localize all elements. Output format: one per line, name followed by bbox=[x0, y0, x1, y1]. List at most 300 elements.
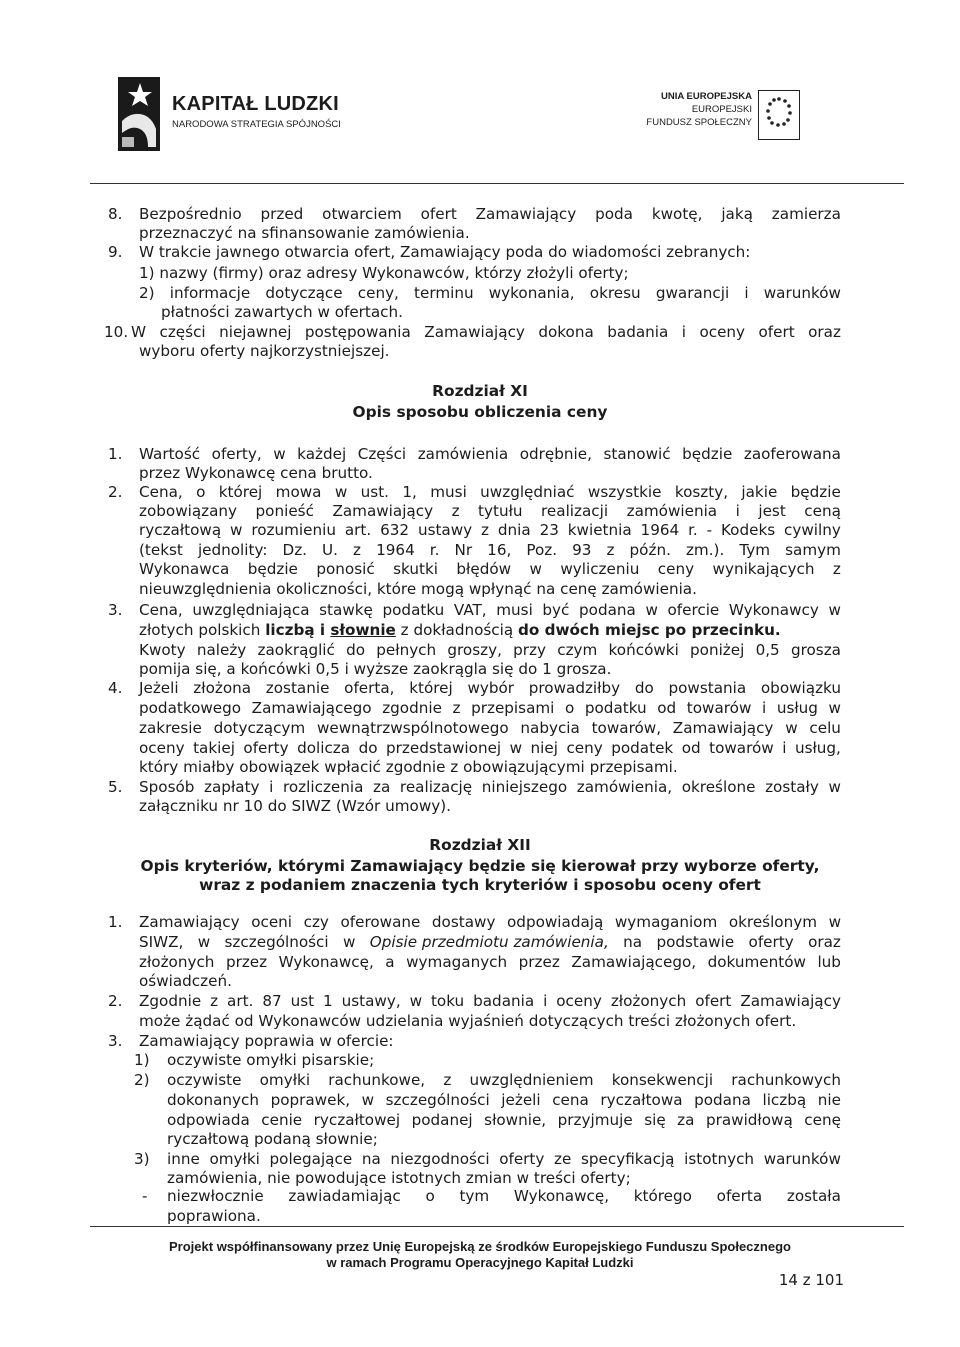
word: Kodeks bbox=[720, 521, 776, 539]
item-9-sub-2-line-2: płatności zawartych w ofertach. bbox=[161, 303, 403, 321]
word: z bbox=[452, 699, 461, 717]
word: cenie bbox=[261, 1111, 303, 1129]
word: samym bbox=[785, 541, 841, 559]
word: za bbox=[373, 778, 391, 796]
word: kwotę, bbox=[651, 205, 703, 223]
word: r. bbox=[429, 541, 440, 559]
word: nabycia bbox=[520, 719, 580, 737]
word: ust bbox=[290, 992, 315, 1010]
ch11-p3-text-a: złotych polskich bbox=[139, 621, 266, 639]
word: tytułu bbox=[478, 502, 523, 520]
word: odpowiadają bbox=[507, 913, 604, 931]
ch11-p3-text-b: liczbą i bbox=[265, 621, 331, 639]
word: od bbox=[681, 739, 701, 757]
word: dnia bbox=[497, 521, 531, 539]
word: przez bbox=[225, 953, 268, 971]
word: warunków bbox=[763, 284, 841, 302]
item-9-line-1: W trakcie jawnego otwarcia ofert, Zamawiający poda do wiadomości zebranych: bbox=[139, 243, 751, 261]
word: czy bbox=[303, 913, 329, 931]
word: oraz bbox=[808, 323, 841, 341]
word: w bbox=[529, 560, 542, 578]
ch12-p1-w4: w bbox=[342, 933, 356, 951]
word: mowa bbox=[275, 483, 322, 501]
word: ceny bbox=[657, 560, 695, 578]
footer-divider bbox=[90, 1226, 904, 1227]
word: postępowania bbox=[304, 323, 411, 341]
ch12-p1-w1: SIWZ, bbox=[139, 933, 184, 951]
word: zamówienia, bbox=[576, 778, 673, 796]
word: jaką bbox=[721, 205, 753, 223]
word: 23 bbox=[539, 521, 559, 539]
word: jest bbox=[758, 502, 786, 520]
word: Dz. bbox=[282, 541, 307, 559]
ch12-s2-line-3 bbox=[167, 1111, 841, 1130]
word: zostały bbox=[765, 778, 819, 796]
ch12-s3-line-1 bbox=[167, 1150, 841, 1169]
ch12-s2-line-1 bbox=[167, 1071, 841, 1090]
word: z bbox=[353, 541, 362, 559]
ch12-dash-line-2: poprawiona. bbox=[167, 1207, 261, 1225]
word: pełnych bbox=[376, 641, 437, 659]
word: ryczałtowa bbox=[600, 1091, 683, 1109]
word: prowadziłby bbox=[528, 679, 621, 697]
word: zostanie bbox=[265, 679, 330, 697]
item-number: 3. bbox=[108, 601, 123, 619]
word: o bbox=[196, 483, 206, 501]
word: toku bbox=[430, 992, 465, 1010]
item-number: 9. bbox=[108, 243, 123, 261]
item-10-line-2: wyboru oferty najkorzystniejszej. bbox=[139, 342, 390, 360]
word: wyliczeniu bbox=[560, 560, 640, 578]
word: towarów, bbox=[591, 719, 662, 737]
word: oferty, bbox=[211, 445, 262, 463]
kapital-ludzki-subtitle: NARODOWA STRATEGIA SPÓJNOŚCI bbox=[172, 119, 341, 130]
word: ofert bbox=[695, 992, 732, 1010]
word: cena bbox=[552, 1091, 589, 1109]
eu-line-1: UNIA EUROPEJSKA bbox=[661, 91, 752, 102]
word: ofercie bbox=[667, 601, 720, 619]
ch11-p3-line-2 bbox=[139, 621, 781, 640]
word: do bbox=[358, 739, 378, 757]
word: oceny bbox=[556, 992, 602, 1010]
word: późn. bbox=[629, 541, 671, 559]
word: poprawek, bbox=[270, 1091, 351, 1109]
word: podana bbox=[694, 1091, 751, 1109]
word: złożona bbox=[193, 679, 252, 697]
ch12-p1-italic: Opisie przedmiotu zamówienia, bbox=[369, 933, 609, 951]
word: ustawy, bbox=[341, 992, 401, 1010]
word: ponieść bbox=[255, 502, 314, 520]
word: której bbox=[218, 483, 263, 501]
word: przed bbox=[260, 205, 304, 223]
word: stawkę bbox=[319, 601, 373, 619]
word: niezwłocznie bbox=[167, 1187, 264, 1205]
word: a bbox=[385, 953, 395, 971]
word: celu bbox=[809, 719, 841, 737]
word: towarów bbox=[709, 739, 774, 757]
word: badania bbox=[607, 323, 669, 341]
word: błędów bbox=[456, 560, 512, 578]
word: podanej bbox=[411, 1111, 473, 1129]
word: niej bbox=[530, 739, 558, 757]
dash-bullet: - bbox=[142, 1187, 148, 1205]
ch11-p4-line-3 bbox=[139, 719, 841, 738]
word: do bbox=[634, 679, 654, 697]
kapital-ludzki-emblem-icon bbox=[118, 77, 160, 151]
word: od bbox=[657, 699, 677, 717]
word: zapłaty bbox=[204, 778, 260, 796]
word: ust. bbox=[360, 483, 389, 501]
word: złożonych bbox=[610, 992, 687, 1010]
word: 0,5 bbox=[755, 641, 780, 659]
ch12-p1-w8: oraz bbox=[808, 933, 841, 951]
word: oferty bbox=[499, 1150, 545, 1168]
ch11-p2-line-4 bbox=[139, 541, 841, 560]
ch12-p1-w5: na bbox=[623, 933, 643, 951]
word: i bbox=[744, 284, 749, 302]
word: omyłki bbox=[259, 1071, 311, 1089]
ch11-p1-line-1 bbox=[139, 445, 841, 464]
word: informacje bbox=[169, 284, 251, 302]
word: oceni bbox=[251, 913, 293, 931]
word: być bbox=[542, 601, 570, 619]
chapter-11-title: Opis sposobu obliczenia ceny bbox=[352, 403, 608, 421]
word: złożonych bbox=[139, 953, 215, 971]
item-number: 8. bbox=[108, 205, 123, 223]
word: towarów bbox=[686, 699, 752, 717]
word: zobowiązany bbox=[139, 502, 238, 520]
word: wymaganiom bbox=[614, 913, 718, 931]
chapter-12-title-line-1: Opis kryteriów, którymi Zamawiający będzie się kierował przy wyborze oferty, bbox=[140, 857, 820, 875]
word: konsekwencji bbox=[611, 1071, 714, 1089]
word: 87 bbox=[262, 992, 282, 1010]
word: Zamawiający bbox=[139, 913, 240, 931]
word: rachunkowych bbox=[731, 1071, 841, 1089]
word: W bbox=[131, 323, 147, 341]
eu-flag-icon bbox=[758, 90, 800, 140]
footer-line-2: w ramach Programu Operacyjnego Kapitał Ludzki bbox=[326, 1255, 634, 1270]
word: zaoferowana bbox=[743, 445, 841, 463]
word: dokonanych bbox=[167, 1091, 259, 1109]
word: Wykonawca bbox=[139, 560, 230, 578]
word: przyjmuje bbox=[557, 1111, 633, 1129]
ch11-p2-line-6: nieuwzględnienia okoliczności, które mogą wpłynąć na cenę zamówienia. bbox=[139, 580, 697, 598]
ch11-p3-line-4: pomija się, a końcówki 0,5 i wyższe zaokrągla się do 1 grosza. bbox=[139, 660, 612, 678]
page-number: 14 z 101 bbox=[778, 1271, 844, 1289]
ch12-s3-line-2: zamówienia, nie powodujące istotnych zmian w treści oferty; bbox=[167, 1169, 631, 1187]
word: Zamawiającego, bbox=[571, 953, 697, 971]
word: zakresie bbox=[139, 719, 202, 737]
word: koszty, bbox=[674, 483, 729, 501]
word: końcówki bbox=[608, 641, 679, 659]
word: ze bbox=[554, 1150, 572, 1168]
word: Zamawiający bbox=[475, 205, 577, 223]
word: przy bbox=[513, 641, 546, 659]
ch11-p2-line-1 bbox=[139, 483, 841, 502]
word: w bbox=[334, 483, 348, 501]
item-number: 2. bbox=[108, 483, 123, 501]
word: groszy, bbox=[447, 641, 502, 659]
word: zamówienia bbox=[417, 445, 509, 463]
item-number: 2. bbox=[108, 992, 123, 1010]
word: realizacji bbox=[541, 502, 609, 520]
word: i bbox=[735, 502, 740, 520]
ch11-p3-text-e: do dwóch miejsc po przecinku. bbox=[518, 621, 781, 639]
word: oceny bbox=[139, 739, 185, 757]
footer-line-1: Projekt współfinansowany przez Unię Europejską ze środków Europejskiego Funduszu Społecznego bbox=[169, 1239, 791, 1254]
word: oferta, bbox=[344, 679, 395, 697]
word: art. bbox=[227, 992, 254, 1010]
word: jakie bbox=[741, 483, 778, 501]
word: musi bbox=[496, 601, 533, 619]
word: Kwoty bbox=[139, 641, 186, 659]
word: Zamawiający bbox=[740, 992, 841, 1010]
ch11-p4-line-4 bbox=[139, 739, 841, 758]
word: VAT, bbox=[453, 601, 487, 619]
word: - bbox=[706, 521, 713, 539]
word: określonym bbox=[728, 913, 818, 931]
word: musi bbox=[430, 483, 467, 501]
item-8-line-1 bbox=[139, 205, 841, 224]
word: o bbox=[425, 1187, 435, 1205]
chapter-11-heading: Rozdział XI bbox=[432, 382, 528, 400]
word: Wykonawcy bbox=[728, 601, 819, 619]
word: i bbox=[681, 323, 686, 341]
word: Jeżeli bbox=[139, 679, 179, 697]
header-divider bbox=[90, 183, 904, 184]
word: gwarancji bbox=[655, 284, 730, 302]
word: usług, bbox=[794, 739, 841, 757]
ch12-p3-line-1: Zamawiający poprawia w ofercie: bbox=[139, 1032, 394, 1050]
word: w bbox=[828, 601, 841, 619]
word: dokona bbox=[538, 323, 594, 341]
word: podatkowego bbox=[139, 699, 242, 717]
word: Zamawiający bbox=[332, 502, 434, 520]
word: którego bbox=[633, 1187, 692, 1205]
chapter-12-title-line-2: wraz z podaniem znaczenia tych kryteriów i sposobu oceny ofert bbox=[199, 876, 761, 894]
word: specyfikacją bbox=[580, 1150, 675, 1168]
word: Poz. bbox=[526, 541, 558, 559]
word: niejawnej bbox=[219, 323, 292, 341]
word: terminu bbox=[414, 284, 474, 302]
word: 1 bbox=[323, 992, 333, 1010]
word: podatek bbox=[611, 739, 674, 757]
word: i bbox=[269, 778, 274, 796]
word: ceny bbox=[566, 739, 603, 757]
ch12-p2-line-2: może żądać od Wykonawców udzielania wyjaśnień dotyczących treści złożonych ofert. bbox=[139, 1012, 797, 1030]
word: części bbox=[159, 323, 206, 341]
word: ceny, bbox=[357, 284, 399, 302]
word: Nr bbox=[454, 541, 473, 559]
item-number: 10. bbox=[104, 323, 129, 341]
word: rozliczenia bbox=[282, 778, 364, 796]
item-number: 5. bbox=[108, 778, 123, 796]
ch11-p2-line-5 bbox=[139, 560, 841, 579]
word: podatku bbox=[584, 699, 647, 717]
word: Tym bbox=[739, 541, 771, 559]
word: Wartość bbox=[139, 445, 201, 463]
ch12-p1-w2: w bbox=[197, 933, 211, 951]
word: grosza bbox=[790, 641, 841, 659]
ch11-p4-line-5: który miałby obowiązek wpłacić zgodnie z obowiązującymi przepisami. bbox=[139, 758, 678, 776]
word: 632 bbox=[380, 521, 410, 539]
word: kwietnia bbox=[567, 521, 632, 539]
word: otwarciem bbox=[322, 205, 402, 223]
word: zawiadamiając bbox=[288, 1187, 401, 1205]
word: została bbox=[786, 1187, 841, 1205]
item-number: 4. bbox=[108, 679, 123, 697]
word: której bbox=[409, 679, 453, 697]
word: podana bbox=[579, 601, 636, 619]
word: 16, bbox=[487, 541, 512, 559]
word: tym bbox=[459, 1187, 490, 1205]
word: zamówienia bbox=[626, 502, 718, 520]
ch12-s2-line-2 bbox=[167, 1091, 841, 1110]
ch11-p3-text-c: słownie bbox=[330, 621, 396, 639]
word: cenę bbox=[804, 1111, 841, 1129]
word: oceny bbox=[699, 323, 746, 341]
word: dokumentów bbox=[707, 953, 806, 971]
word: wykonania, bbox=[488, 284, 575, 302]
word: i bbox=[543, 992, 548, 1010]
word: skutki bbox=[393, 560, 438, 578]
word: Zamawiający bbox=[424, 323, 525, 341]
word: oferta bbox=[716, 1187, 763, 1205]
word: Zamawiającego bbox=[251, 699, 372, 717]
word: lub bbox=[817, 953, 841, 971]
word: odpowiada bbox=[167, 1111, 250, 1129]
word: w bbox=[361, 1091, 375, 1109]
word: ustawy bbox=[417, 521, 473, 539]
word: będzie bbox=[247, 560, 298, 578]
word: podatku bbox=[382, 601, 445, 619]
word: 1964 bbox=[376, 541, 415, 559]
word: okresu bbox=[589, 284, 641, 302]
ch11-p2-line-2 bbox=[139, 502, 841, 521]
word: stanowić bbox=[603, 445, 671, 463]
eu-text bbox=[646, 90, 752, 129]
ch11-p5-line-1 bbox=[139, 778, 841, 797]
eu-line-3: FUNDUSZ SPOŁECZNY bbox=[646, 117, 752, 128]
word: za bbox=[677, 1111, 695, 1129]
item-8-line-2: przeznaczyć na sfinansowanie zamówienia. bbox=[139, 224, 470, 242]
item-number: 3. bbox=[108, 1032, 123, 1050]
word: badania bbox=[473, 992, 535, 1010]
word: poda bbox=[595, 205, 633, 223]
word: wymaganych bbox=[406, 953, 508, 971]
word: 1, bbox=[402, 483, 417, 501]
eu-line-2: EUROPEJSKI bbox=[691, 104, 752, 115]
word: w bbox=[230, 521, 243, 539]
word: cywilny bbox=[784, 521, 841, 539]
eu-logo bbox=[620, 90, 820, 150]
word: jeżeli bbox=[501, 1091, 541, 1109]
word: z bbox=[832, 560, 841, 578]
ch12-p1-w3: szczególności bbox=[224, 933, 329, 951]
word: warunków bbox=[763, 1150, 841, 1168]
word: każdej bbox=[297, 445, 347, 463]
ch11-p3-line-1 bbox=[139, 601, 841, 620]
word: w bbox=[645, 601, 658, 619]
ch11-p3-text-d: z dokładnością bbox=[395, 621, 518, 639]
word: z bbox=[443, 1071, 452, 1089]
word: wybór bbox=[467, 679, 515, 697]
word: art. bbox=[344, 521, 372, 539]
word: liczbą bbox=[762, 1091, 807, 1109]
ch12-p2-line-1 bbox=[139, 992, 841, 1011]
sub-item-number: 3) bbox=[134, 1150, 150, 1168]
ch12-p1-line-4: oświadczeń. bbox=[139, 972, 232, 990]
word: ceną bbox=[804, 502, 841, 520]
word: 93 bbox=[572, 541, 592, 559]
word: z bbox=[481, 521, 490, 539]
word: dolicza bbox=[297, 739, 351, 757]
word: przez bbox=[518, 953, 560, 971]
ch12-dash-line-1 bbox=[167, 1187, 841, 1206]
word: niniejszego bbox=[481, 778, 568, 796]
word: Cena, bbox=[139, 483, 183, 501]
word: Zgodnie bbox=[139, 992, 202, 1010]
word: ponosić bbox=[316, 560, 375, 578]
word: będzie bbox=[682, 445, 733, 463]
word: na bbox=[361, 1150, 381, 1168]
ch12-p1-line-2 bbox=[139, 933, 841, 952]
word: zamierza bbox=[771, 205, 841, 223]
word: (tekst bbox=[139, 541, 183, 559]
word: oferowane bbox=[340, 913, 421, 931]
word: niezgodności bbox=[390, 1150, 490, 1168]
word: w bbox=[785, 719, 798, 737]
word: Sposób bbox=[139, 778, 195, 796]
word: 1964 bbox=[640, 521, 680, 539]
ch12-s2-line-4: ryczałtową podaną słownie; bbox=[167, 1130, 378, 1148]
word: nie bbox=[817, 1091, 841, 1109]
chapter-12-heading: Rozdział XII bbox=[429, 836, 531, 854]
word: w bbox=[273, 445, 286, 463]
kapital-ludzki-title: KAPITAŁ LUDZKI bbox=[172, 93, 339, 115]
word: takiej bbox=[193, 739, 235, 757]
word: obowiązku bbox=[760, 679, 841, 697]
word: zm.). bbox=[685, 541, 725, 559]
word: rozumieniu bbox=[251, 521, 336, 539]
item-9-sub-1: 1) nazwy (firmy) oraz adresy Wykonawców, którzy złożyli oferty; bbox=[139, 264, 629, 282]
word: w bbox=[828, 913, 841, 931]
word: dostawy bbox=[431, 913, 496, 931]
word: U. bbox=[322, 541, 338, 559]
ch11-p5-line-2: załączniku nr 10 do SIWZ (Wzór umowy). bbox=[139, 797, 451, 815]
word: ryczałtowej bbox=[313, 1111, 401, 1129]
ch11-p2-line-3 bbox=[139, 521, 841, 540]
word: uwzględniać bbox=[480, 483, 575, 501]
word: w bbox=[828, 699, 841, 717]
word: w bbox=[828, 778, 841, 796]
sub-item-number: 2) bbox=[134, 1071, 150, 1089]
word: prawidłową bbox=[705, 1111, 793, 1129]
ch11-p3-line-3 bbox=[139, 641, 841, 660]
word: zaokrąglić bbox=[257, 641, 335, 659]
word: z bbox=[451, 502, 460, 520]
word: omyłki bbox=[209, 1150, 260, 1168]
ch11-p4-line-1 bbox=[139, 679, 841, 698]
ch12-p1-line-3 bbox=[139, 953, 841, 972]
word: i bbox=[762, 699, 767, 717]
item-9-sub-2-line-1 bbox=[139, 284, 841, 303]
word: i bbox=[782, 739, 787, 757]
word: się bbox=[644, 1111, 666, 1129]
word: realizację bbox=[399, 778, 473, 796]
ch11-p1-line-2: przez Wykonawcę cena brutto. bbox=[139, 464, 373, 482]
ch12-p1-w6: podstawie bbox=[656, 933, 735, 951]
